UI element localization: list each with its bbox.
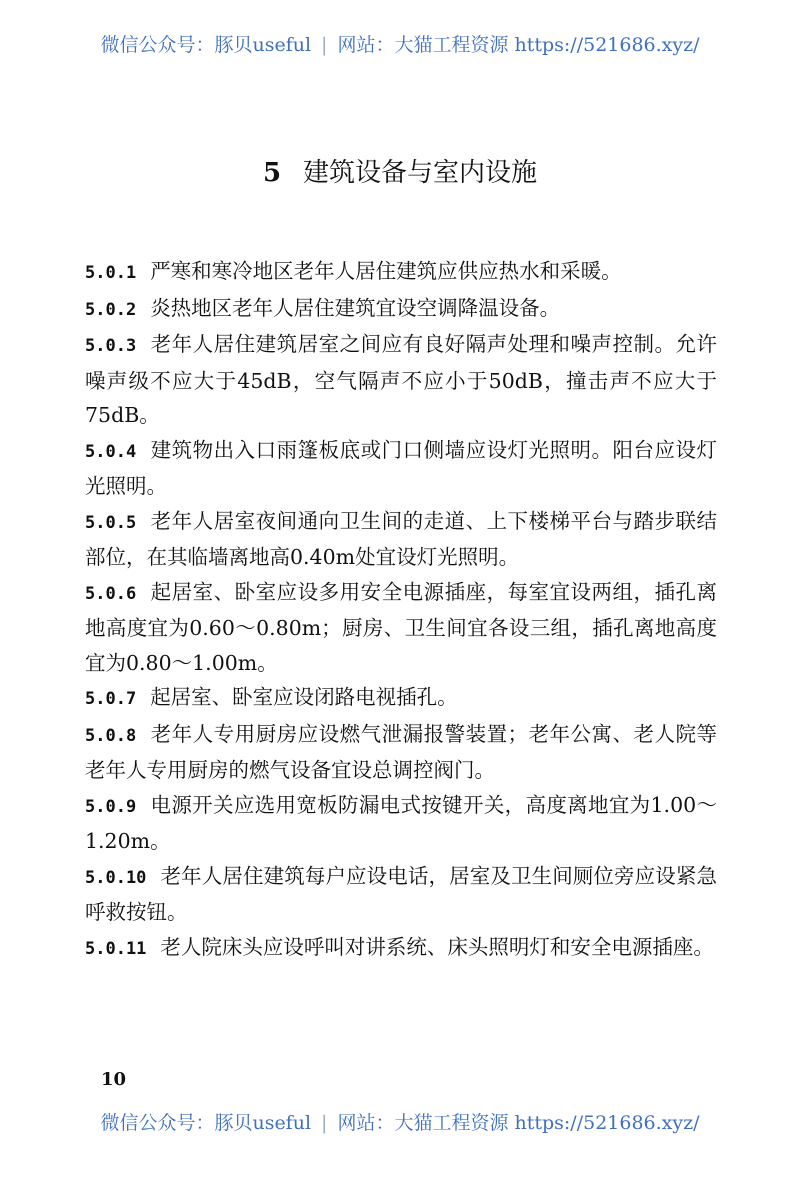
clause-number: 5.0.4 xyxy=(85,441,137,462)
clause-text: 电源开关应选用宽板防漏电式按键开关，高度离地宜为1.00～1.20m。 xyxy=(85,792,717,853)
clause-text: 老人院床头应设呼叫对讲系统、床头照明灯和安全电源插座。 xyxy=(160,934,714,959)
watermark-wechat: 微信公众号：豚贝useful xyxy=(100,34,312,56)
clause-text: 老年人居住建筑每户应设电话，居室及卫生间厕位旁应设紧急呼救按钮。 xyxy=(85,863,717,924)
watermark-footer xyxy=(0,1110,800,1136)
clause-number: 5.0.3 xyxy=(85,336,137,356)
clause-number: 5.0.7 xyxy=(85,689,137,709)
clause-text: 起居室、卧室应设多用安全电源插座，每室宜设两组，插孔离地高度宜为0.60～0.80m；厨房、卫生间宜各设三组，插孔离地高度宜为0.80～1.00m。 xyxy=(85,579,717,675)
clause-number: 5.0.6 xyxy=(85,583,137,604)
clause-text: 起居室、卧室应设闭路电视插孔。 xyxy=(150,685,458,709)
clause xyxy=(85,717,717,788)
clause-text: 老年人居住建筑居室之间应有良好隔声处理和噪声控制。允许噪声级不应大于45dB，空气隔声不应小于50dB，撞击声不应大于75dB。 xyxy=(85,332,717,427)
chapter-number: 5 xyxy=(262,158,282,188)
clause-number: 5.0.2 xyxy=(85,299,137,320)
clause xyxy=(85,504,717,575)
clause xyxy=(85,291,717,328)
clause-number: 5.0.10 xyxy=(85,867,147,888)
clause xyxy=(85,254,717,291)
clause-number: 5.0.5 xyxy=(85,512,137,533)
watermark-separator: | xyxy=(321,1112,328,1134)
clause-number: 5.0.1 xyxy=(85,263,137,283)
clause-number: 5.0.11 xyxy=(85,938,147,959)
chapter-title-text: 建筑设备与室内设施 xyxy=(303,158,538,188)
clause-number: 5.0.8 xyxy=(85,725,137,746)
clause xyxy=(85,680,717,717)
watermark-website: 网站：大猫工程资源 https://521686.xyz/ xyxy=(337,1112,700,1134)
clause-text: 建筑物出入口雨篷板底或门口侧墙应设灯光照明。阳台应设灯光照明。 xyxy=(85,437,717,498)
clause-list xyxy=(85,254,717,966)
page-number: 10 xyxy=(101,1069,127,1090)
clause xyxy=(85,433,717,504)
watermark-website: 网站：大猫工程资源 https://521686.xyz/ xyxy=(337,34,700,56)
clause-number: 5.0.9 xyxy=(85,796,137,817)
clause xyxy=(85,327,717,433)
clause xyxy=(85,859,717,930)
watermark-header xyxy=(0,32,800,58)
clause-text: 老年人居室夜间通向卫生间的走道、上下楼梯平台与踏步联结部位，在其临墙离地高0.40m处宜设灯光照明。 xyxy=(85,508,717,569)
chapter-title xyxy=(0,152,800,189)
clause-text: 炎热地区老年人居住建筑宜设空调降温设备。 xyxy=(150,295,561,320)
clause xyxy=(85,575,717,681)
watermark-separator: | xyxy=(321,34,328,56)
clause-text: 老年人专用厨房应设燃气泄漏报警装置；老年公寓、老人院等老年人专用厨房的燃气设备宜设总调控阀门。 xyxy=(85,721,717,782)
clause-text: 严寒和寒冷地区老年人居住建筑应供应热水和采暖。 xyxy=(150,259,622,283)
clause xyxy=(85,788,717,859)
watermark-wechat: 微信公众号：豚贝useful xyxy=(100,1112,312,1134)
clause xyxy=(85,930,717,967)
